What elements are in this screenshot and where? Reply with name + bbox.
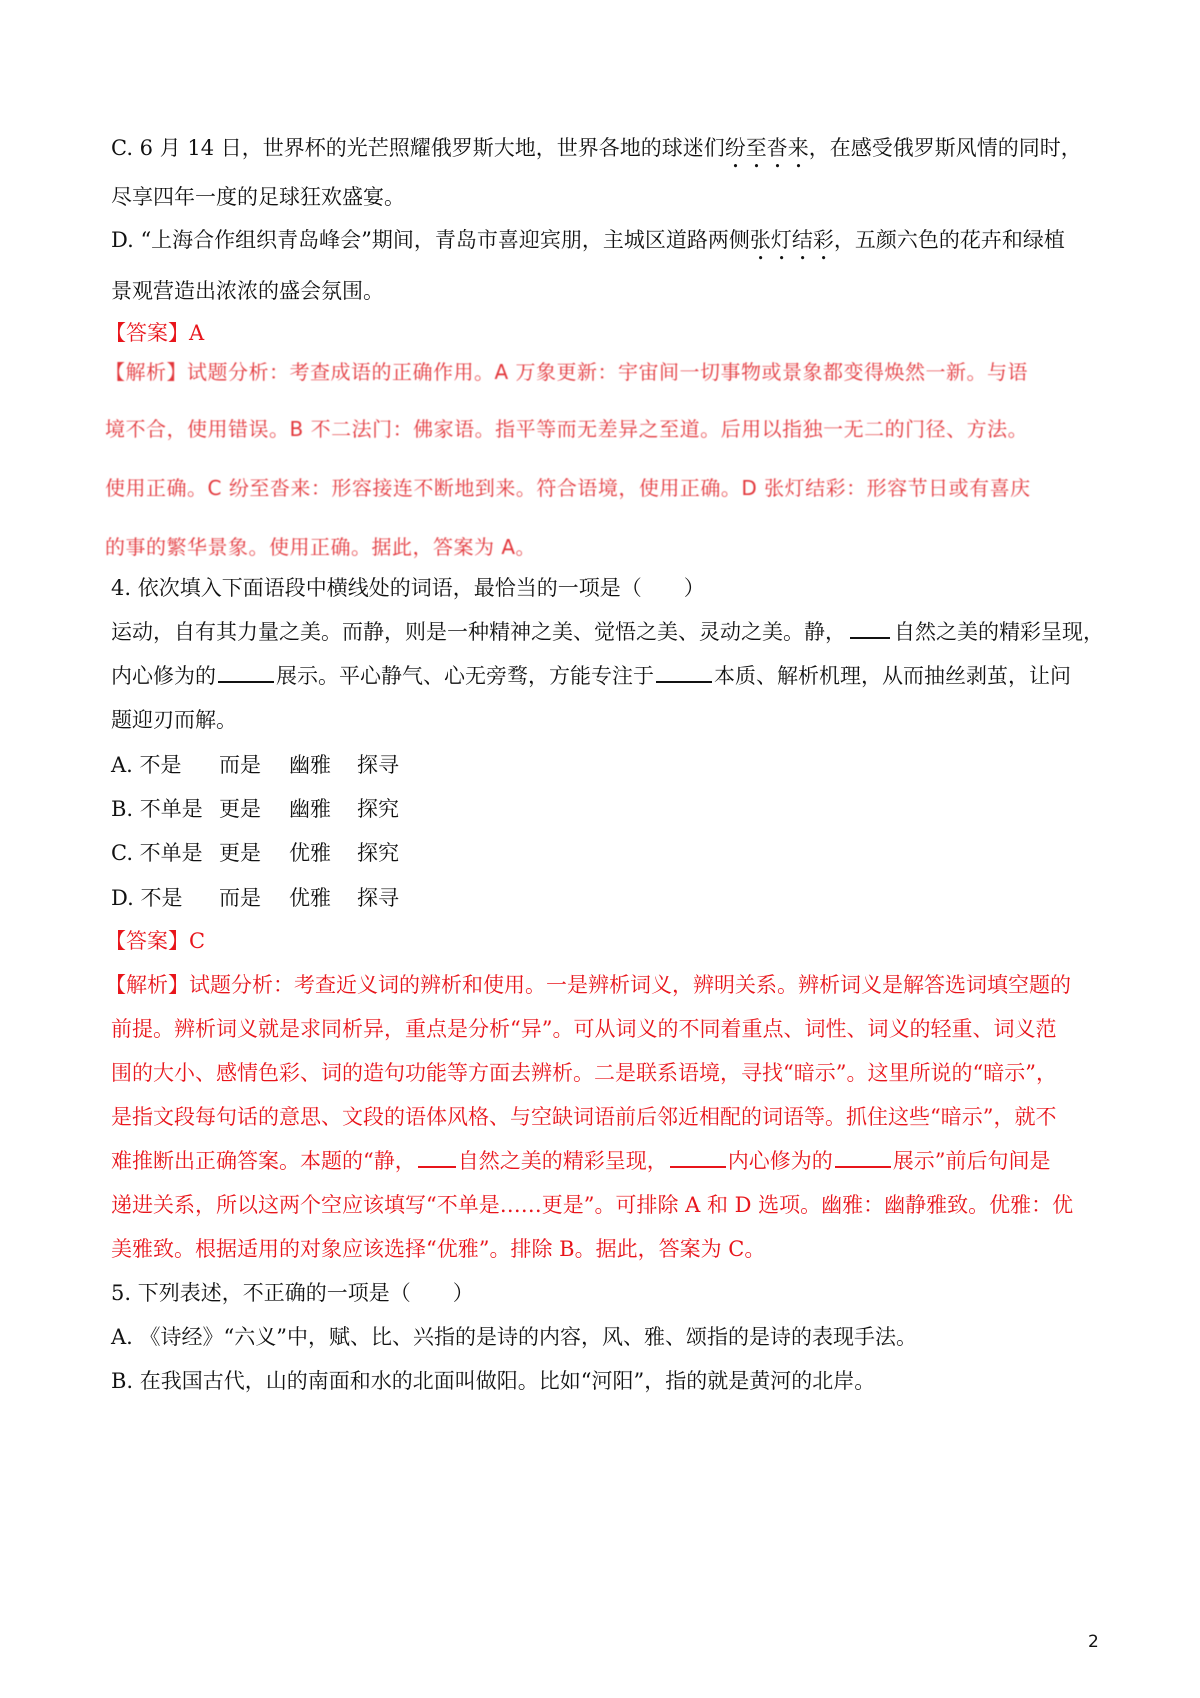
q4-analysis-line6: 递进关系，所以这两个空应该填写“不单是……更是”。可排除 A 和 D 选项。幽雅：幽静雅致。优雅：优 bbox=[111, 1193, 1074, 1217]
q3-analysis-line1: 【解析】试题分析：考查成语的正确作用。A 万象更新：宇宙间一切事物或景象都变得焕然一新。与语 bbox=[105, 360, 1029, 384]
option-word: 优雅 bbox=[289, 886, 331, 910]
text: 内心修为的 bbox=[111, 664, 216, 688]
q4-analysis-line3: 围的大小、感情色彩、词的造句功能等方面去辨析。二是联系语境，寻找“暗示”。这里所说的“暗示”， bbox=[111, 1061, 1057, 1085]
option-word: 探究 bbox=[357, 797, 399, 821]
text: 难推断出正确答案。本题的“静， bbox=[111, 1149, 416, 1173]
blank-line bbox=[835, 1146, 891, 1168]
option-word: 优雅 bbox=[289, 841, 331, 865]
option-label: B. 不单是 bbox=[111, 797, 203, 821]
q3-analysis-line4: 的事的繁华景象。使用正确。据此，答案为 A。 bbox=[105, 535, 537, 559]
q3-answer bbox=[105, 318, 204, 348]
text: D. “上海合作组织青岛峰会”期间，青岛市喜迎宾朋，主城区道路两侧 bbox=[111, 228, 750, 252]
text: 展示。平心静气、心无旁骛，方能专注于 bbox=[276, 664, 654, 688]
blank-line bbox=[656, 661, 712, 683]
text: 运动，自有其力量之美。而静，则是一种精神之美、觉悟之美、灵动之美。静， bbox=[111, 620, 846, 644]
text: 自然之美的精彩呈现， bbox=[457, 1149, 668, 1173]
q3-analysis-line2: 境不合，使用错误。B 不二法门：佛家语。指平等而无差异之至道。后用以指独一无二的门径、方法。 bbox=[105, 417, 1029, 441]
q4-analysis-line5 bbox=[111, 1146, 1051, 1176]
q4-option-c bbox=[111, 838, 399, 868]
q4-option-b bbox=[111, 794, 399, 824]
option-word: 探究 bbox=[357, 841, 399, 865]
dotted-idiom: 张灯结彩 bbox=[749, 228, 834, 252]
option-label: C. 不单是 bbox=[111, 841, 203, 865]
answer-label: 【答案】 bbox=[105, 321, 189, 345]
q4-option-d bbox=[111, 883, 399, 913]
answer-value: C bbox=[189, 929, 206, 953]
q4-passage-line2 bbox=[111, 661, 1071, 691]
q4-analysis-line4: 是指文段每句话的意思、文段的语体风格、与空缺词语前后邻近相配的词语等。抓住这些“暗示”，就不 bbox=[111, 1105, 1057, 1129]
option-word: 而是 bbox=[219, 753, 261, 777]
option-word: 幽雅 bbox=[289, 753, 331, 777]
q4-analysis-line1: 【解析】试题分析：考查近义词的辨析和使用。一是辨析词义，辨明关系。辨析词义是解答选词填空题的 bbox=[105, 973, 1071, 997]
option-label: D. 不是 bbox=[111, 886, 183, 910]
answer-label: 【答案】 bbox=[105, 929, 189, 953]
q3-option-c-line2: 尽享四年一度的足球狂欢盛宴。 bbox=[111, 185, 405, 209]
blank-line bbox=[850, 617, 890, 639]
text: 内心修为的 bbox=[727, 1149, 833, 1173]
q4-option-a bbox=[111, 750, 399, 780]
page-number: 2 bbox=[1088, 1632, 1099, 1652]
option-word: 更是 bbox=[219, 841, 261, 865]
blank-line bbox=[418, 1146, 456, 1168]
option-word: 探寻 bbox=[357, 753, 399, 777]
option-label: A. 不是 bbox=[111, 753, 182, 777]
text: C. 6 月 14 日，世界杯的光芒照耀俄罗斯大地，世界各地的球迷们 bbox=[111, 136, 725, 160]
option-word: 而是 bbox=[219, 886, 261, 910]
q5-stem: 5. 下列表述，不正确的一项是（ ） bbox=[111, 1281, 474, 1305]
blank-line bbox=[670, 1146, 726, 1168]
option-word: 更是 bbox=[219, 797, 261, 821]
q3-option-c-line1 bbox=[111, 133, 1082, 173]
q4-answer bbox=[105, 926, 205, 956]
text: 自然之美的精彩呈现， bbox=[894, 620, 1104, 644]
q4-passage-line3: 题迎刃而解。 bbox=[111, 708, 237, 732]
answer-value: A bbox=[189, 321, 205, 345]
option-word: 探寻 bbox=[357, 886, 399, 910]
q4-passage-line1 bbox=[111, 617, 1104, 647]
q4-analysis-line2: 前提。辨析词义就是求同析异，重点是分析“异”。可从词义的不同着重点、词性、词义的轻重、词义范 bbox=[111, 1017, 1057, 1041]
q5-option-a: A. 《诗经》“六义”中，赋、比、兴指的是诗的内容，风、雅、颂指的是诗的表现手法。 bbox=[111, 1325, 917, 1349]
q5-option-b: B. 在我国古代，山的南面和水的北面叫做阳。比如“河阳”，指的就是黄河的北岸。 bbox=[111, 1369, 876, 1393]
q4-analysis-line7: 美雅致。根据适用的对象应该选择“优雅”。排除 B。据此，答案为 C。 bbox=[111, 1237, 766, 1261]
q3-option-d-line1 bbox=[111, 225, 1065, 265]
dotted-idiom: 纷至沓来 bbox=[724, 136, 809, 160]
text: ，在感受俄罗斯风情的同时， bbox=[808, 136, 1082, 160]
text: 展示”前后句间是 bbox=[892, 1149, 1051, 1173]
text: ，五颜六色的花卉和绿植 bbox=[833, 228, 1065, 252]
q3-option-d-line2: 景观营造出浓浓的盛会氛围。 bbox=[111, 279, 384, 303]
option-word: 幽雅 bbox=[289, 797, 331, 821]
q3-analysis-line3: 使用正确。C 纷至沓来：形容接连不断地到来。符合语境，使用正确。D 张灯结彩：形容节日或有喜庆 bbox=[105, 476, 1031, 500]
q4-stem: 4. 依次填入下面语段中横线处的词语，最恰当的一项是（ ） bbox=[111, 576, 705, 600]
text: 本质、解析机理，从而抽丝剥茧，让问 bbox=[714, 664, 1071, 688]
blank-line bbox=[218, 661, 274, 683]
